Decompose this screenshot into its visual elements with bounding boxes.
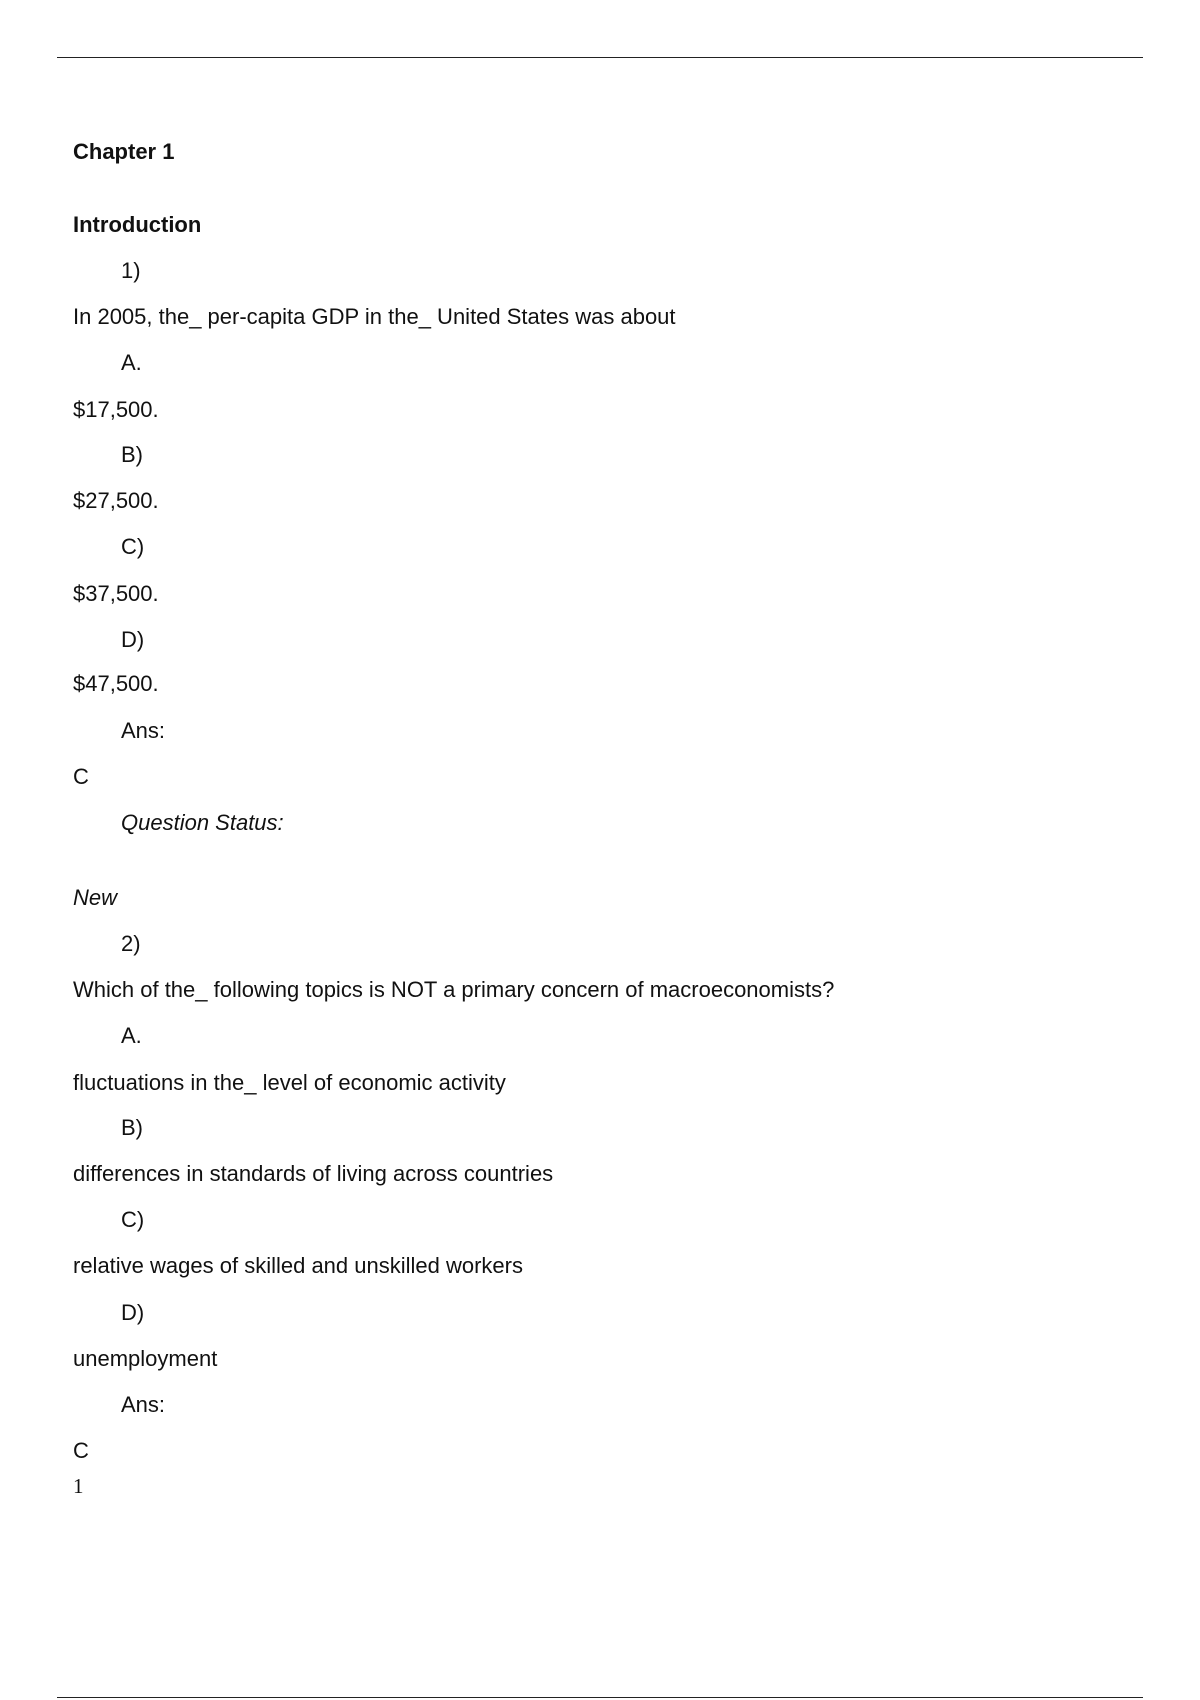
question-2-option-c-label: C)	[121, 1207, 145, 1232]
question-2-ans-label: Ans:	[121, 1392, 166, 1417]
section-title: Introduction	[73, 212, 202, 237]
question-2-option-b-text: differences in standards of living across countries	[73, 1161, 554, 1186]
question-2-option-c-text: relative wages of skilled and unskilled workers	[73, 1253, 523, 1278]
question-1-option-d-label: D)	[121, 627, 145, 652]
bottom-rule	[57, 1697, 1143, 1698]
question-1-option-a-label: A.	[121, 350, 142, 375]
question-2-option-d-text: unemployment	[73, 1346, 218, 1371]
question-1-option-d-text: $47,500.	[73, 671, 159, 696]
question-2-option-a-text: fluctuations in the_ level of economic activity	[73, 1070, 506, 1095]
question-1-status: New	[73, 885, 118, 910]
question-1-answer: C	[73, 764, 89, 789]
question-1-option-b-text: $27,500.	[73, 488, 159, 513]
top-rule	[57, 57, 1143, 58]
question-1-ans-label: Ans:	[121, 718, 166, 743]
question-1-option-c-label: C)	[121, 534, 145, 559]
question-1-option-b-label: B)	[121, 442, 143, 467]
question-1-status-label: Question Status:	[121, 810, 284, 835]
question-2-text: Which of the_ following topics is NOT a primary concern of macroeconomists?	[73, 977, 835, 1002]
page-number: 1	[73, 1474, 84, 1498]
question-1-option-a-text: $17,500.	[73, 397, 159, 422]
question-1-number: 1)	[121, 258, 141, 283]
question-2-option-b-label: B)	[121, 1115, 143, 1140]
question-2-option-a-label: A.	[121, 1023, 142, 1048]
chapter-title: Chapter 1	[73, 139, 175, 164]
question-1-text: In 2005, the_ per-capita GDP in the_ United States was about	[73, 304, 676, 329]
question-2-answer: C	[73, 1438, 89, 1463]
question-2-option-d-label: D)	[121, 1300, 145, 1325]
question-2-number: 2)	[121, 931, 141, 956]
question-1-option-c-text: $37,500.	[73, 581, 159, 606]
